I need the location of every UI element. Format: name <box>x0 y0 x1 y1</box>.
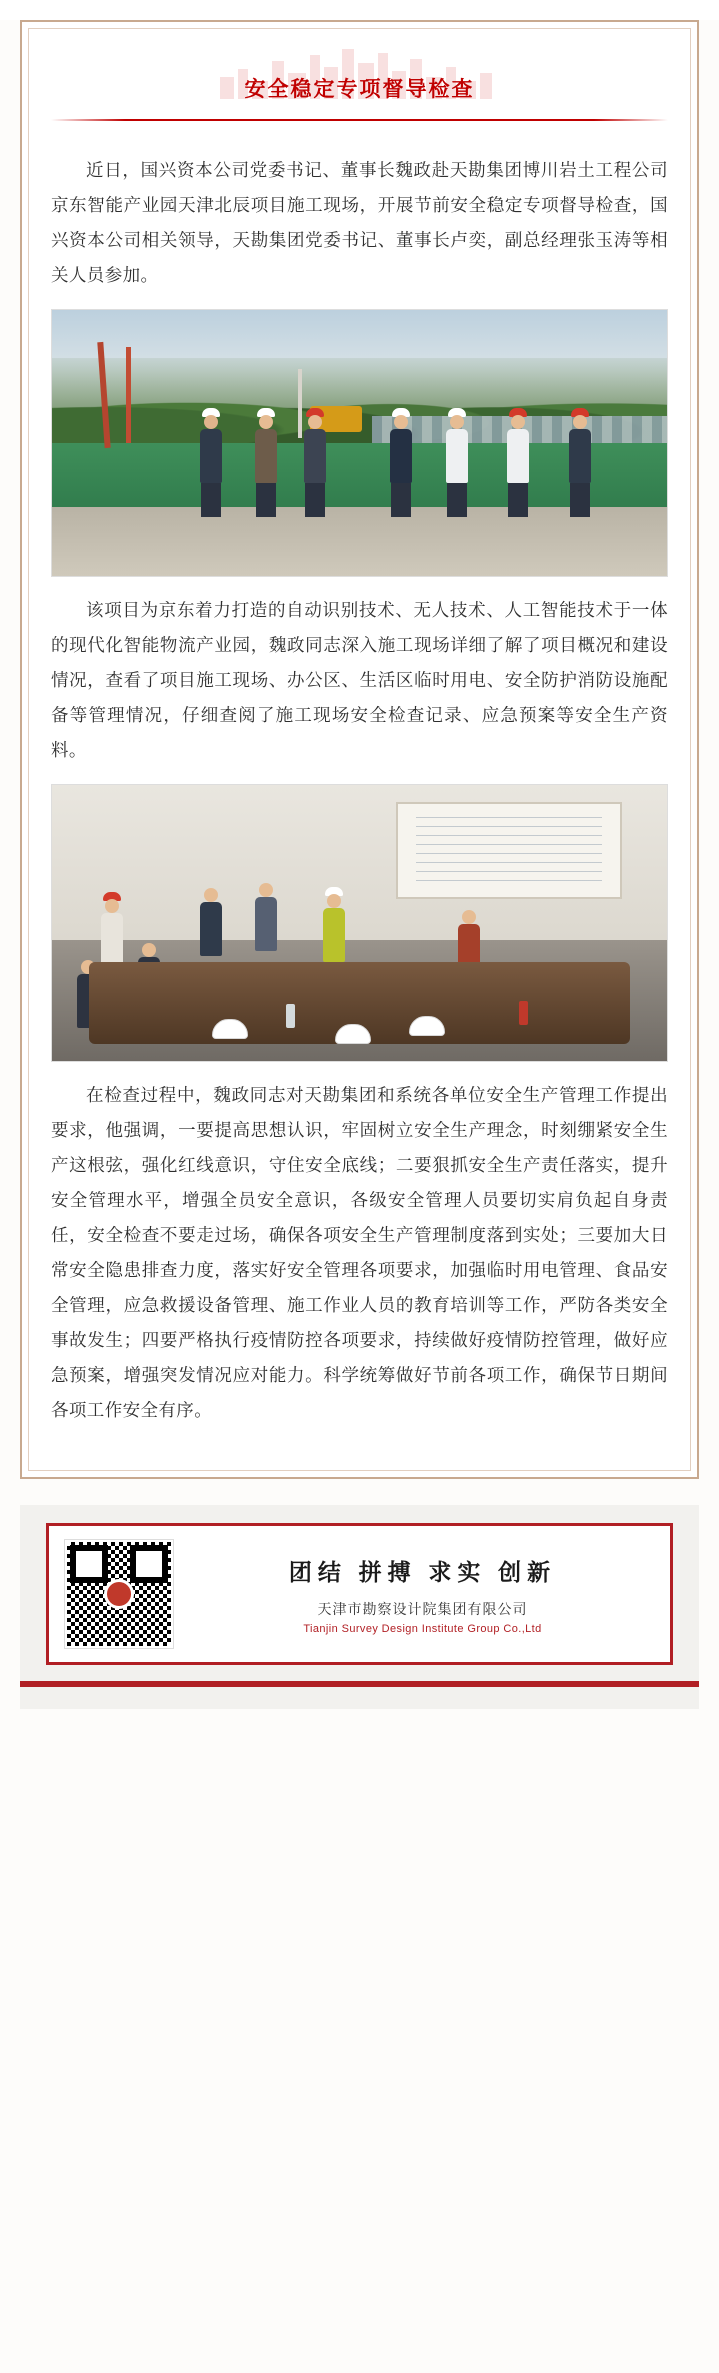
person-figure <box>101 892 123 967</box>
site-inspection-photo <box>51 309 668 577</box>
footer-band <box>20 1505 699 1709</box>
person-figure <box>255 408 277 517</box>
footer-bottom-rule <box>20 1681 699 1687</box>
article-page <box>0 20 719 2373</box>
qr-code-icon[interactable] <box>65 1540 173 1648</box>
footer-text-block <box>191 1554 654 1635</box>
article-frame <box>20 20 699 1479</box>
person-figure <box>507 408 529 517</box>
person-figure <box>390 408 412 517</box>
organization-name-en: Tianjin Survey Design Institute Group Co.,Ltd <box>303 1622 542 1635</box>
person-figure <box>446 408 468 517</box>
paragraph-1: 近日，国兴资本公司党委书记、董事长魏政赴天勘集团博川岩土工程公司京东智能产业园天津北辰项目施工现场，开展节前安全稳定专项督导检查，国兴资本公司相关领导，天勘集团党委书记、董事长卢奕，副总经理张玉涛等相关人员参加。 <box>51 160 668 285</box>
paragraph-2: 该项目为京东着力打造的自动识别技术、无人技术、人工智能技术于一体的现代化智能物流产业园，魏政同志深入施工现场详细了解了项目概况和建设情况，查看了项目施工现场、办公区、生活区临时用电、安全防护消防设施配备等管理情况，仔细查阅了施工现场安全检查记录、应急预案等安全生产资料。 <box>51 600 668 760</box>
footer-card <box>46 1523 673 1665</box>
person-figure <box>569 408 591 517</box>
qr-center-logo-icon <box>104 1579 134 1609</box>
page-title: 安全稳定专项督导检查 <box>244 78 475 101</box>
person-figure <box>255 883 277 951</box>
person-figure <box>323 887 345 962</box>
paragraph-3: 在检查过程中，魏政同志对天勘集团和系统各单位安全生产管理工作提出要求，他强调，一要提高思想认识，牢固树立安全生产理念，时刻绷紧安全生产这根弦，强化红线意识，守住安全底线；二要狠抓安全生产责任落实，提升安全管理水平，增强全员安全意识，各级安全管理人员要切实肩负起自身责任，安全检查不要走过场，确保各项安全生产管理制度落到实处；三要加大日常安全隐患排查力度，落实好安全管理各项要求，加强临时用电管理、食品安全管理，应急救援设备管理、施工作业人员的教育培训等工作，严防各类安全事故发生；四要严格执行疫情防控各项要求，持续做好疫情防控管理，做好应急预案，增强突发情况应对能力。科学统筹做好节前各项工作，确保节日期间各项工作安全有序。 <box>51 1085 668 1420</box>
organization-name-cn: 天津市勘察设计院集团有限公司 <box>317 1600 528 1617</box>
title-divider <box>51 119 668 121</box>
meeting-room-photo <box>51 784 668 1062</box>
company-slogan: 团结 拼搏 求实 创新 <box>288 1559 557 1585</box>
person-figure <box>304 408 326 517</box>
title-block <box>51 39 668 137</box>
person-figure <box>200 888 222 956</box>
article-inner-frame <box>28 28 691 1471</box>
person-figure <box>200 408 222 517</box>
